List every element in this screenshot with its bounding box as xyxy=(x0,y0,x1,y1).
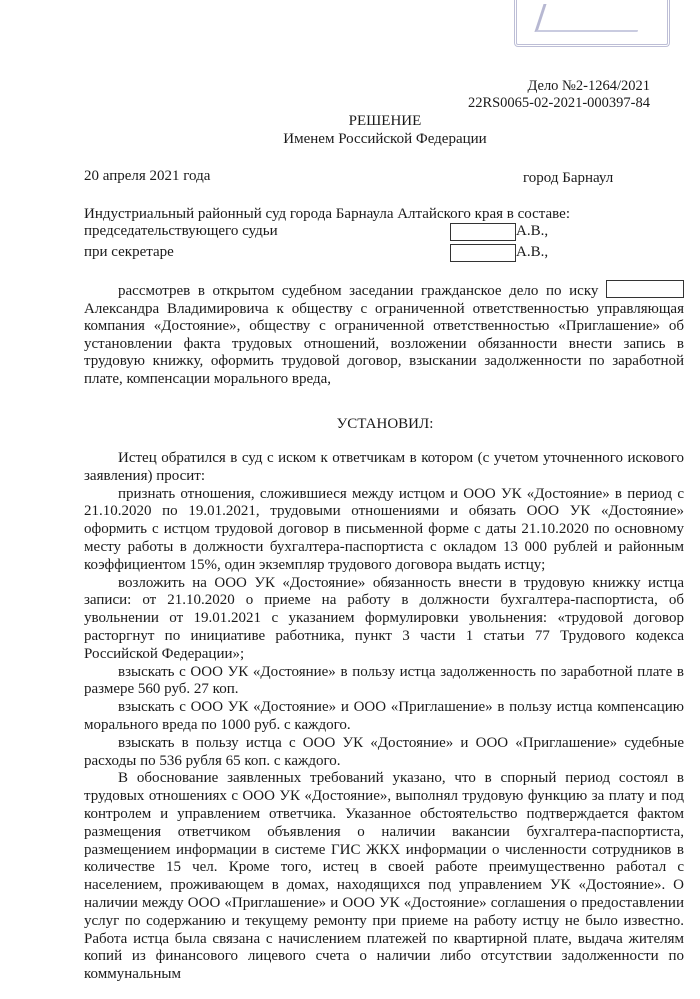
intro-rest: Александра Владимировича к обществу с ограниченной ответственностью управляющая компания «Достояние», обществу с ограниченной ответственностью «Приглашение» об установлении факта трудовых отношений, возложении обязанности внести запись в трудовую книжку, оформить трудовой договор, взыскании задолженности по заработной плате, компенсации морального вреда, xyxy=(84,300,684,387)
court-composition xyxy=(84,206,570,261)
title-text: РЕШЕНИЕ xyxy=(348,113,422,129)
decision-city: город Барнаул xyxy=(523,170,614,186)
decision-date: 20 апреля 2021 года xyxy=(84,168,211,184)
judge-label: председательствующего судьи xyxy=(84,223,278,239)
claim-paragraph: В обоснование заявленных требований указано, что в спорный период состоял в трудовых отношениях с ООО УК «Достояние», выполнял трудовую функцию за плату и под контролем и управлением ответчика. Указанное обстоятельство подтверждается фактом размещения ответчиком объявления о наличии вакансии бухгалтера-паспортиста, размещением информации в системе ГИС ЖКХ информации о численности сотрудников в количестве 15 чел. Кроме того, истец в своей работе преимущественно работал с населением, проживающем в домах, находящихся под управлением УК «Достояние». О наличии между ООО «Приглашение» и ООО УК «Достояние» соглашения о предоставлении услуг по содержанию и текущему ремонту при приеме на работу истцу не было известно. Работа истца была связана с начислением платежей по квартирной плате, выдача жителям копий из финансового лицевого счета о наличии либо отсутствии задолженности по коммунальным xyxy=(84,770,684,983)
judge-initials: А.В., xyxy=(516,223,549,239)
redacted-secretary-name xyxy=(450,244,516,262)
intro-text xyxy=(84,280,684,389)
stamp-mark xyxy=(534,4,646,32)
judge-line xyxy=(84,223,570,240)
case-id: 22RS0065-02-2021-000397-84 xyxy=(467,95,650,111)
claim-paragraph: взыскать с ООО УК «Достояние» и ООО «Приглашение» в пользу истца компенсацию морального вреда по 1000 руб. с каждого. xyxy=(84,699,684,733)
claim-paragraph: Истец обратился в суд с иском к ответчикам в котором (с учетом уточненного искового заявления) просит: xyxy=(84,450,684,484)
claims-section xyxy=(84,450,684,984)
claim-paragraph: взыскать в пользу истца с ООО УК «Достояние» и ООО «Приглашение» судебные расходы по 536 рубля 65 коп. с каждого. xyxy=(84,734,684,769)
document-title xyxy=(0,112,700,130)
document-subtitle: Именем Российской Федерации xyxy=(283,131,487,147)
claim-paragraph: взыскать с ООО УК «Достояние» в пользу истца задолженность по заработной плате в размере 560 руб. 27 коп. xyxy=(84,663,684,698)
secretary-label: при секретаре xyxy=(84,244,174,260)
redacted-plaintiff-name xyxy=(606,280,684,298)
court-line: Индустриальный районный суд города Барнаула Алтайского края в составе: xyxy=(84,206,571,222)
redacted-judge-name xyxy=(450,223,516,241)
section-heading: УСТАНОВИЛ: xyxy=(336,416,434,432)
case-number: Дело №2-1264/2021 xyxy=(527,78,650,94)
claim-paragraph: признать отношения, сложившиеся между истцом и ООО УК «Достояние» в период с 21.10.2020 по 19.01.2021, трудовыми отношениями и обязать ООО УК «Достояние» оформить с истцом трудовой договор в письменной форме с даты 21.10.2020 по основному месту работы в должности бухгалтера-паспортиста с окладом 13 000 рублей и районным коэффициентом 15%, один экземпляр трудового договора выдать истцу; xyxy=(84,485,684,573)
claim-paragraph: возложить на ООО УК «Достояние» обязанность внести в трудовую книжку истца записи: от 21.10.2020 о приеме на работу в должности бухгалтера-паспортиста, об увольнении от 19.01.2021 с указанием формулировки увольнения: «трудовой договор расторгнут по инициативе работника, пункт 3 части 1 статьи 77 Трудового кодекса Российской Федерации»; xyxy=(84,574,684,662)
case-number-block xyxy=(468,78,650,112)
intro-paragraph xyxy=(84,280,684,389)
receipt-stamp xyxy=(514,0,670,47)
secretary-line xyxy=(84,244,570,261)
secretary-initials: А.В., xyxy=(516,244,549,260)
intro-start: рассмотрев в открытом судебном заседании гражданское дело по иску xyxy=(118,283,599,299)
